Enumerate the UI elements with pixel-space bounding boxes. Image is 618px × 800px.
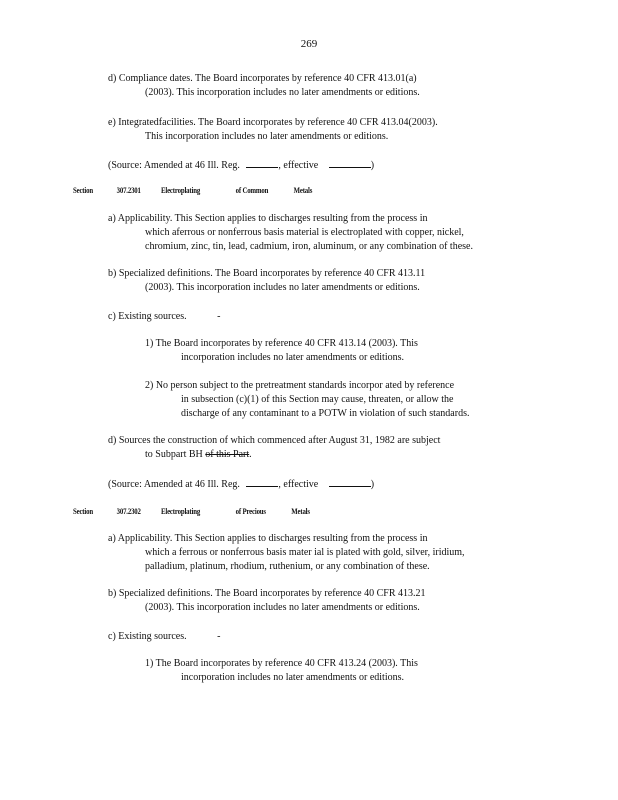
page-number: 269 xyxy=(300,38,318,50)
text-line: which a ferrous or nonferrous basis mater ial is plated with gold, silver, iridium, xyxy=(145,547,465,558)
subparagraph-c1 xyxy=(145,657,418,685)
text-line: 2) No person subject to the pretreatment standards incorpor ated by reference xyxy=(145,380,455,391)
dash-mark: - xyxy=(217,311,221,322)
text-line: 1) The Board incorporates by reference 40 CFR 413.24 (2003). This xyxy=(145,658,418,669)
paragraph-c-existing xyxy=(108,630,220,644)
blank-line xyxy=(329,157,371,168)
section-number: 307.2301 xyxy=(116,186,141,195)
paragraph-e-integrated xyxy=(108,116,438,144)
text-line: (2003). This incorporation includes no later amendments or editions. xyxy=(145,602,420,613)
paragraph-a-applicability xyxy=(108,532,465,574)
blank-line xyxy=(246,476,278,487)
source-note xyxy=(108,157,374,173)
source-note xyxy=(108,476,374,492)
section-number: 307.2302 xyxy=(116,507,141,516)
section-title-part: Electroplating xyxy=(161,186,201,195)
text-line: a) Applicability. This Section applies to discharges resulting from the process in xyxy=(108,213,428,224)
blank-line xyxy=(329,476,371,487)
text-line: chromium, zinc, tin, lead, cadmium, iron, aluminum, or any combination of these. xyxy=(145,241,473,252)
paragraph-b-definitions xyxy=(108,587,426,615)
source-mid: , effective xyxy=(278,479,319,490)
text-line xyxy=(108,448,440,462)
blank-line xyxy=(246,157,278,168)
text-line: incorporation includes no later amendments or editions. xyxy=(181,352,404,363)
text-line: e) Integratedfacilities. The Board incorporates by reference 40 CFR 413.04(2003). xyxy=(108,117,438,128)
text-line: 1) The Board incorporates by reference 40 CFR 413.14 (2003). This xyxy=(145,338,418,349)
struck-text: of this Part xyxy=(205,449,250,460)
text-line: c) Existing sources. xyxy=(108,631,187,642)
section-label: Section xyxy=(73,507,93,516)
source-prefix: (Source: Amended at 46 Ill. Reg. xyxy=(108,479,240,490)
section-heading xyxy=(73,184,312,198)
text-line: which aferrous or nonferrous basis material is electroplated with copper, nickel, xyxy=(145,227,464,238)
text-line: incorporation includes no later amendments or editions. xyxy=(181,672,404,683)
text-segment: to Subpart BH xyxy=(145,449,203,460)
source-prefix: (Source: Amended at 46 Ill. Reg. xyxy=(108,160,240,171)
text-line: d) Compliance dates. The Board incorporates by reference 40 CFR 413.01(a) xyxy=(108,73,417,84)
section-title-part: Metals xyxy=(293,186,313,195)
text-line: discharge of any contaminant to a POTW in violation of such standards. xyxy=(181,408,470,419)
source-suffix: ) xyxy=(370,479,375,490)
text-line: b) Specialized definitions. The Board incorporates by reference 40 CFR 413.21 xyxy=(108,588,426,599)
subparagraph-c2 xyxy=(145,379,469,421)
paragraph-d-sources xyxy=(108,434,440,462)
paragraph-a-applicability xyxy=(108,212,473,254)
text-line: (2003). This incorporation includes no later amendments or editions. xyxy=(145,87,420,98)
paragraph-b-definitions xyxy=(108,267,425,295)
paragraph-c-existing xyxy=(108,310,220,324)
section-title-part: of Common xyxy=(235,186,269,195)
text-line: (2003). This incorporation includes no later amendments or editions. xyxy=(145,282,420,293)
subparagraph-c1 xyxy=(145,337,418,365)
text-line: palladium, platinum, rhodium, ruthenium, or any combination of these. xyxy=(145,561,430,572)
text-segment: . xyxy=(249,449,252,460)
section-label: Section xyxy=(73,186,93,195)
section-heading xyxy=(73,505,310,519)
text-line: c) Existing sources. xyxy=(108,311,187,322)
source-mid: , effective xyxy=(278,160,319,171)
paragraph-d-compliance xyxy=(108,72,420,100)
section-title-part: Electroplating xyxy=(161,507,201,516)
section-title-part: Metals xyxy=(291,507,310,516)
text-line: in subsection (c)(1) of this Section may cause, threaten, or allow the xyxy=(181,394,454,405)
text-line: d) Sources the construction of which commenced after August 31, 1982 are subject xyxy=(108,435,441,446)
dash-mark: - xyxy=(217,631,221,642)
section-title-part: of Precious xyxy=(235,507,266,516)
text-line: b) Specialized definitions. The Board incorporates by reference 40 CFR 413.11 xyxy=(108,268,426,279)
text-line: a) Applicability. This Section applies to discharges resulting from the process in xyxy=(108,533,428,544)
source-suffix: ) xyxy=(370,160,375,171)
text-line: This incorporation includes no later amendments or editions. xyxy=(145,131,389,142)
